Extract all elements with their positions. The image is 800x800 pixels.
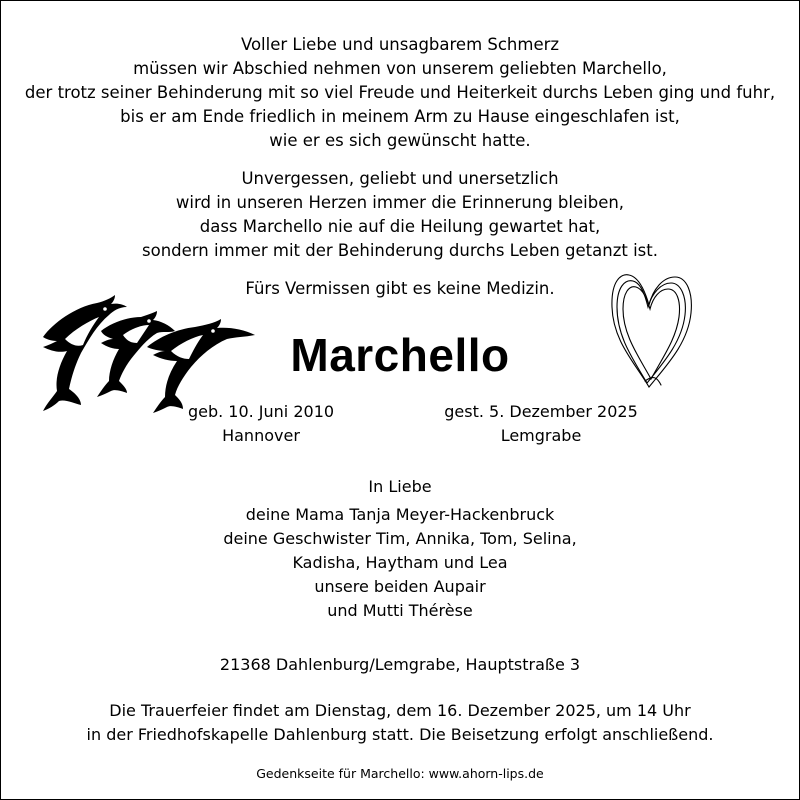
remembrance-line: dass Marchello nie auf die Heilung gewartet hat, [199,217,601,236]
mourner-line: unsere beiden Aupair [314,577,486,596]
remembrance-line: sondern immer mit der Behinderung durchs Leben getanzt ist. [142,241,658,260]
mourners-list [1,475,799,623]
mourner-line: und Mutti Thérèse [327,601,473,620]
service-line: Die Trauerfeier findet am Dienstag, dem 16. Dezember 2025, um 14 Uhr [109,701,691,720]
service-line: in der Friedhofskapelle Dahlenburg statt. Die Beisetzung erfolgt anschließend. [86,725,714,744]
mourner-line: In Liebe [368,477,432,496]
death-info [426,400,656,448]
heart-icon [605,267,695,393]
intro-line: Voller Liebe und unsagbarem Schmerz [240,35,560,54]
remembrance-text [1,167,799,263]
intro-text [1,33,799,153]
intro-line: wie er es sich gewünscht hatte. [269,131,531,150]
remembrance-line: wird in unseren Herzen immer die Erinnerung bleiben, [175,193,625,212]
memorial-page-link[interactable]: Gedenkseite für Marchello: www.ahorn-lips.de [256,766,544,781]
death-place: Lemgrabe [500,426,582,445]
intro-line: bis er am Ende friedlich in meinem Arm zu Hause eingeschlafen ist, [120,107,680,126]
deceased-name: Marchello [290,329,510,381]
address: 21368 Dahlenburg/Lemgrabe, Hauptstraße 3 [219,655,581,674]
intro-line: müssen wir Abschied nehmen von unserem geliebten Marchello, [133,59,667,78]
birth-info [161,400,361,448]
remembrance-line: Unvergessen, geliebt und unersetzlich [241,169,559,188]
quote-line: Fürs Vermissen gibt es keine Medizin. [245,279,555,298]
mourner-line: Kadisha, Haytham und Lea [292,553,508,572]
funeral-service-info [1,699,799,747]
death-date: gest. 5. Dezember 2025 [444,402,638,421]
intro-line: der trotz seiner Behinderung mit so viel Freude und Heiterkeit durchs Leben ging und fuhr, [24,83,776,102]
mourner-line: deine Mama Tanja Meyer-Hackenbruck [245,505,555,524]
mourner-line: deine Geschwister Tim, Annika, Tom, Selina, [223,529,577,548]
birth-place: Hannover [222,426,300,445]
birth-date: geb. 10. Juni 2010 [187,402,335,421]
